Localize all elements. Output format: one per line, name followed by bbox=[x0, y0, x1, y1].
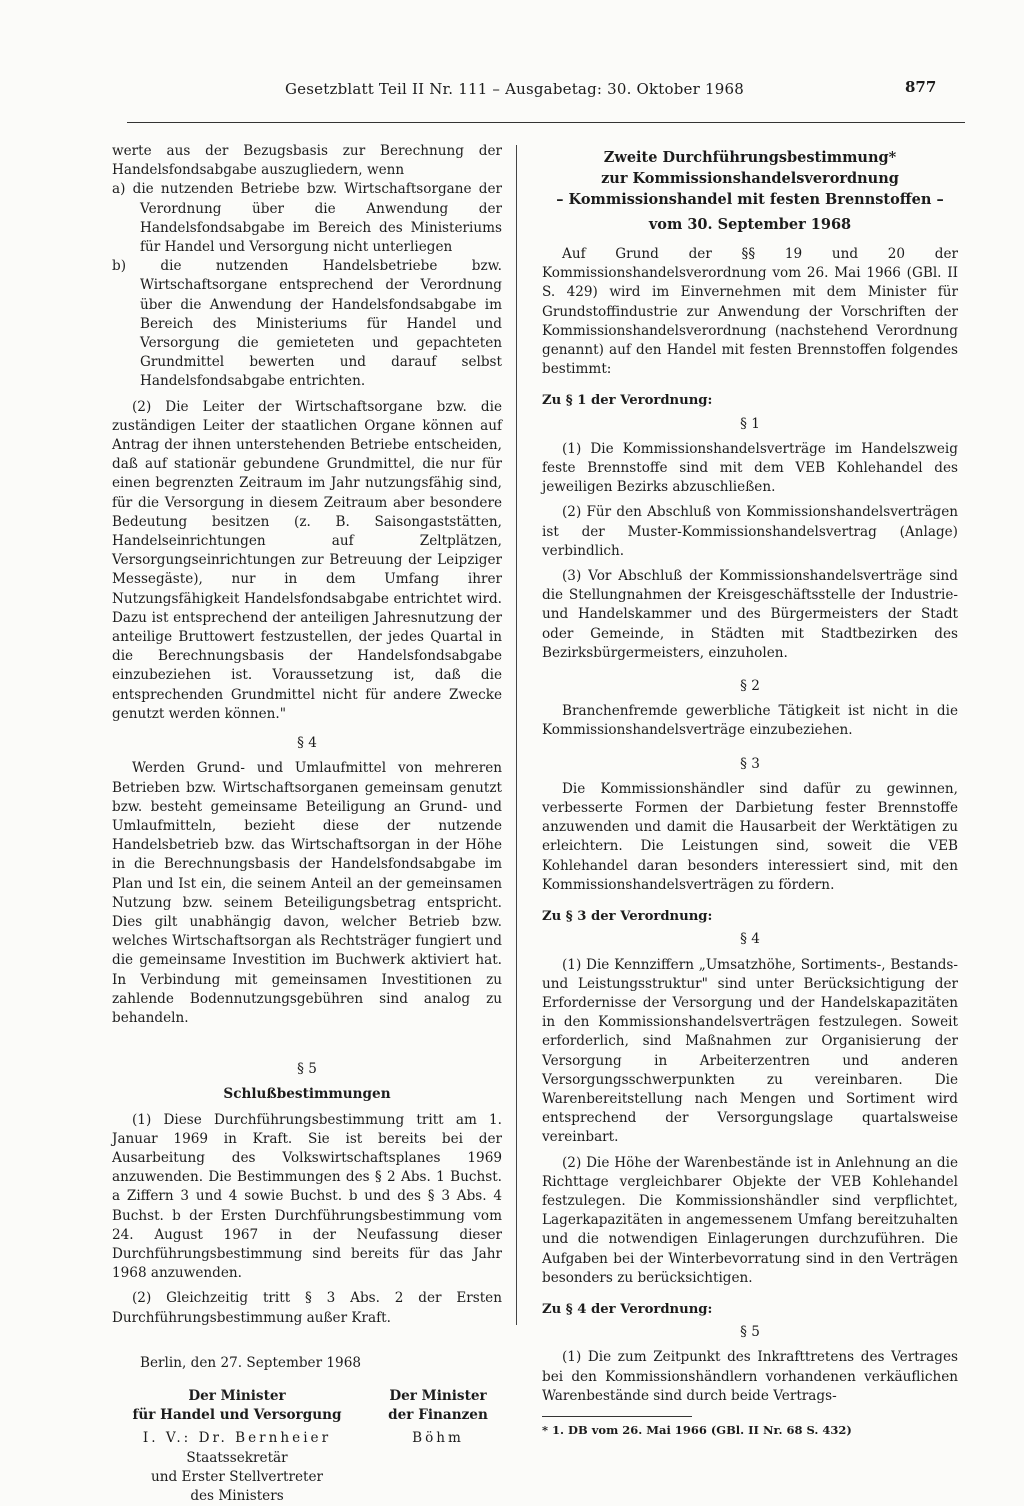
section-5-title: Schlußbestimmungen bbox=[223, 1086, 391, 1103]
subheading-zu-1: Zu § 1 der Verordnung: bbox=[542, 393, 713, 409]
header-rule bbox=[127, 122, 965, 123]
section-5-paragraph-2: (2) Gleichzeitig tritt § 3 Abs. 2 der Ersten Durchführungsbestimmung außer Kraft. bbox=[112, 1290, 502, 1326]
section-r1-paragraph-2: (2) Für den Abschluß von Kommissionshandelsverträgen ist der Muster-Kommissionshandelsvertrag (Anlage) verbindlich. bbox=[542, 504, 958, 559]
signature-block bbox=[112, 1387, 502, 1504]
paragraph-2: (2) Die Leiter der Wirtschaftsorgane bzw. die zuständigen Leiter der staatlichen Organe können auf Antrag der ihnen unterstehenden Betriebe entscheiden, daß auf stationär gebundene Grundmittel, die nur für einen begrenzten Zeitraum im Jahr nutzungsfähig sind, für die Versorgung in diesem Zeitraum aber besondere Bedeutung besitzen (z. B. Saisongaststätten, Handelseinrichtungen auf Zeltplätzen, Versorgungseinrichtungen zur Betreuung der Leipziger Messegäste), nur in dem Umfang ihrer Nutzungsfähigkeit Handelsfondsabgabe entrichtet wird. Dazu ist entsprechend der anteiligen Jahresnutzung der anteilige Bruttowert festzustellen, der jedes Quartal in die Berechnungsbasis der Handelsfondsabgabe einzubeziehen ist. Voraussetzung ist, daß die entsprechenden Grundmittel nicht für andere Zwecke genutzt werden können." bbox=[112, 398, 502, 722]
section-heading-r3: § 3 bbox=[740, 755, 760, 772]
footnote: * 1. DB vom 26. Mai 1966 (GBl. II Nr. 68 S. 432) bbox=[542, 1422, 852, 1437]
section-4-text: Werden Grund- und Umlaufmittel von mehreren Betrieben bzw. Wirtschaftsorganen gemeinsam genutzt bzw. besteht gemeinsame Beteiligung an Grund- und Umlaufmitteln, bezieht diese der nutzende Handelsbetrieb bzw. das Wirtschaftsorgan in der Höhe in die Berechnungsbasis der Handelsfondsabgabe im Plan und Ist ein, die seinem Anteil an der gemeinsamen Nutzung bzw. seinem Beteiligungsbetrag entspricht. Dies gilt unabhängig davon, welcher Betrieb bzw. welches Wirtschaftsorgan als Rechtsträger fungiert und die gemeinsame Investition im Buchwerk aktiviert hat. In Verbindung mit gemeinsamen Investitionen zu zahlende Bodennutzungsgebühren sind analog zu behandeln. bbox=[112, 760, 502, 1026]
subheading-zu-3: Zu § 3 der Verordnung: bbox=[542, 909, 713, 925]
footnote-rule bbox=[542, 1416, 692, 1417]
signer-title: Der Minister bbox=[188, 1387, 286, 1404]
regulation-title: zur Kommissionshandelsverordnung bbox=[601, 170, 899, 187]
signature-left bbox=[112, 1387, 362, 1506]
regulation-date: vom 30. September 1968 bbox=[648, 216, 852, 233]
section-r4-paragraph-2: (2) Die Höhe der Warenbestände ist in Anlehnung an die Richttage vergleichbarer Objekte der VEB Kohlehandel festzulegen. Die Kommissionshändler sind verpflichtet, Lagerkapazitäten in angemessenem Umfang bereitzuhalten und die notwendigen Einlagerungen durchzuführen. Die Aufgaben bei der Winterbevorratung sind in den Verträgen besonders zu berücksichtigen. bbox=[542, 1154, 958, 1286]
section-r1-paragraph-1: (1) Die Kommissionshandelsverträge im Handelszweig feste Brennstoffe sind mit dem VEB Kohlehandel des jeweiligen Bezirks abzuschließen. bbox=[542, 440, 958, 496]
signer-name: I. V.: Dr. Bernheier bbox=[142, 1430, 332, 1447]
left-column bbox=[112, 142, 502, 1504]
list-item-b: b) die nutzenden Handelsbetriebe bzw. Wirtschaftsorgane entsprechend der Verordnung über die Anwendung der Handelsfondsabgabe im Bereich des Ministeriums für Handel und Versorgung die gemieteten und gepachteten Grundmittel bewerten und darauf selbst Handelsfondsabgabe entrichten. bbox=[112, 258, 502, 390]
page-number: 877 bbox=[905, 78, 937, 96]
running-header: Gesetzblatt Teil II Nr. 111 – Ausgabetag: 30. Oktober 1968 bbox=[285, 80, 744, 98]
signer-role: und Erster Stellvertreter bbox=[150, 1468, 323, 1485]
list-item-a: a) die nutzenden Betriebe bzw. Wirtschaftsorgane der Verordnung über die Anwendung der Handelsfondsabgabe im Bereich des Ministeriums für Handel und Versorgung nicht unterliegen bbox=[112, 181, 502, 256]
regulation-title: Zweite Durchführungsbestimmung* bbox=[603, 149, 897, 166]
signer-title: der Finanzen bbox=[388, 1407, 488, 1424]
column-divider bbox=[516, 145, 517, 1325]
section-r3-text: Die Kommissionshändler sind dafür zu gewinnen, verbesserte Formen der Darbietung fester Brennstoffe anzuwenden und damit die Hausarbeit der Werktätigen zu erleichtern. Die Leistungen sind, soweit die VEB Kohlehandel daran besonders interessiert sind, mit den Kommissionshandelsverträgen zu fördern. bbox=[542, 780, 958, 893]
section-heading-r1: § 1 bbox=[740, 415, 760, 432]
section-5-paragraph-1: (1) Diese Durchführungsbestimmung tritt am 1. Januar 1969 in Kraft. Sie ist bereits bei der Ausarbeitung des Volkswirtschaftsplanes 1969 anzuwenden. Die Bestimmungen des § 2 Abs. 1 Buchst. a Ziffern 3 und 4 sowie Buchst. b und des § 3 Abs. 4 Buchst. b der Ersten Durchführungsbestimmung vom 24. August 1967 in der Neufassung dieser Durchführungsbestimmung sind bereits für das Jahr 1968 anzuwenden. bbox=[112, 1111, 502, 1282]
place-and-date: Berlin, den 27. September 1968 bbox=[140, 1354, 362, 1371]
section-heading-5: § 5 bbox=[297, 1061, 317, 1078]
signer-title: für Handel und Versorgung bbox=[132, 1407, 342, 1424]
signature-right bbox=[374, 1387, 502, 1449]
signer-role: des Ministers bbox=[190, 1488, 284, 1504]
section-r5-paragraph-1: (1) Die zum Zeitpunkt des Inkrafttretens des Vertrages bei den Kommissionshändlern vorhandenen verkäuflichen Warenbestände sind durch beide Vertrags- bbox=[542, 1349, 958, 1404]
section-r4-paragraph-1: (1) Die Kennziffern „Umsatzhöhe, Sortiments-, Bestands- und Leistungsstruktur" sind unter Berücksichtigung der Erfordernisse der Versorgung und der Handelskapazitäten in den Kommissionshandelsverträgen festzulegen. Soweit erforderlich, sind Maßnahmen zur Organisierung der Versorgung in Arbeiterzentren und anderen Versorgungsschwerpunkten zu vereinbaren. Die Warenbereitstellung nach Mengen und Sortiment wird entsprechend der Versorgungslage quartalsweise vereinbart. bbox=[542, 956, 958, 1146]
section-heading-r2: § 2 bbox=[740, 678, 760, 695]
preamble: Auf Grund der §§ 19 und 20 der Kommissionshandelsverordnung vom 26. Mai 1966 (GBl. II S. 429) wird im Einvernehmen mit dem Minister für Grundstoffindustrie zur Anwendung der Vorschriften der Kommissionshandelsverordnung (nachstehend Verordnung genannt) auf den Handel mit festen Brennstoffen folgendes bestimmt: bbox=[542, 246, 958, 378]
right-column bbox=[542, 147, 958, 1440]
signer-name: Böhm bbox=[412, 1430, 464, 1447]
section-heading-4: § 4 bbox=[297, 735, 317, 752]
continued-paragraph: werte aus der Bezugsbasis zur Berechnung der Handelsfondsabgabe auszugliedern, wenn bbox=[112, 143, 502, 179]
signer-role: Staatssekretär bbox=[186, 1449, 288, 1466]
section-heading-r4: § 4 bbox=[740, 931, 760, 948]
section-heading-r5: § 5 bbox=[740, 1324, 760, 1341]
signer-title: Der Minister bbox=[389, 1387, 487, 1404]
subheading-zu-4: Zu § 4 der Verordnung: bbox=[542, 1301, 713, 1317]
section-r2-text: Branchenfremde gewerbliche Tätigkeit ist nicht in die Kommissionshandelsverträge einzubeziehen. bbox=[542, 703, 958, 739]
section-r1-paragraph-3: (3) Vor Abschluß der Kommissionshandelsverträge sind die Stellungnahmen der Kreisgeschäftsstelle der Industrie- und Handelskammer und des Bürgermeisters der Stadt oder Gemeinde, in Städten mit Stadtbezirken des Bezirksbürgermeisters, einzuholen. bbox=[542, 568, 958, 661]
regulation-subtitle: – Kommissionshandel mit festen Brennstoffen – bbox=[556, 191, 944, 208]
